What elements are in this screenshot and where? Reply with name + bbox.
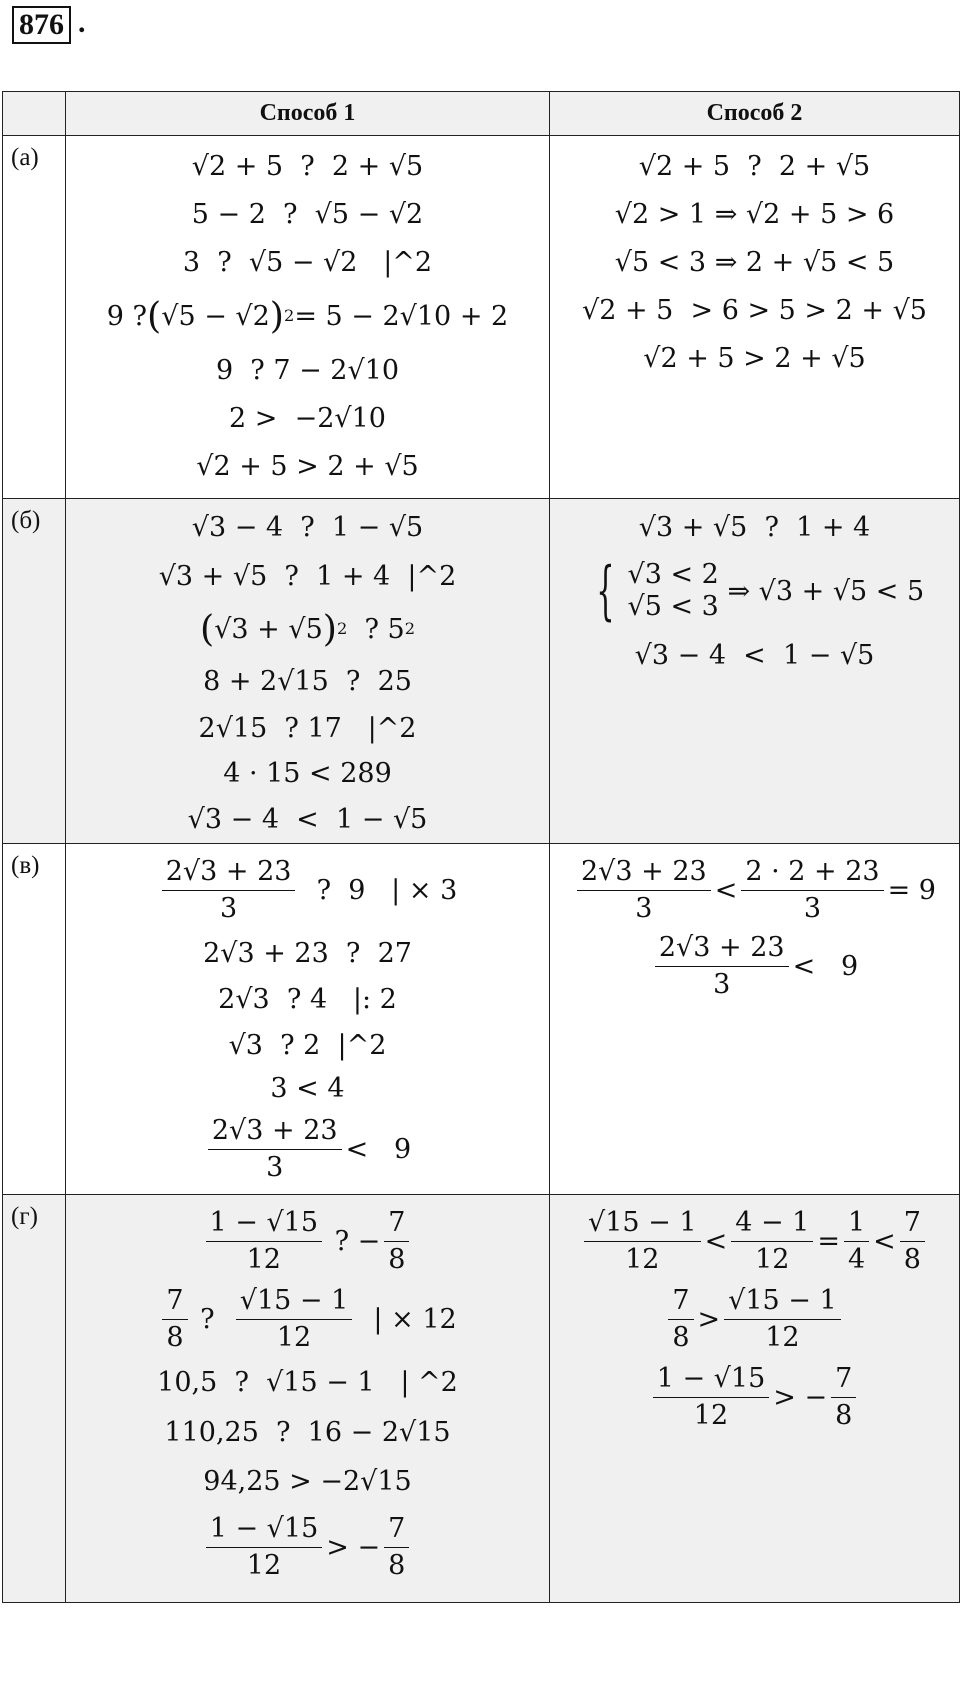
row-b-method2: √3 + √5 ? 1 + 4 { √3 < 2 √5 < 3 ⇒ √3 + √5 < 5 √3 − 4 < 1 − √5: [550, 499, 960, 844]
row-v-method2: 2√3 + 23 3 < 2 · 2 + 23 3 = 9 2√3 + 23 3 < 9: [550, 844, 960, 1195]
solution-table: [2, 91, 960, 1603]
problem-number: 876: [12, 6, 71, 44]
row-b: [3, 499, 960, 844]
row-g: [3, 1195, 960, 1603]
row-label-b: (б): [3, 499, 66, 844]
row-b-method1: √3 − 4 ? 1 − √5 √3 + √5 ? 1 + 4 |^2 ( √3 + √5 ) 2 ? 5 2 8 + 2√15 ? 25 2√15 ? 17 |^2 4 · 15 < 289 √3 − 4 < 1 − √5: [66, 499, 550, 844]
row-a-method2: √2 + 5 ? 2 + √5 √2 > 1 ⇒ √2 + 5 > 6 √5 < 3 ⇒ 2 + √5 < 5 √2 + 5 > 6 > 5 > 2 + √5 √2 + 5 > 2 + √5: [550, 136, 960, 499]
row-a-method1: √2 + 5 ? 2 + √5 5 − 2 ? √5 − √2 3 ? √5 − √2 |^2 9 ? ( √5 − √2 ) 2 = 5 − 2√10 + 2 9 ? 7 − 2√10 2 > −2√10 √2 + 5 > 2 + √5: [66, 136, 550, 499]
method1-header: Способ 1: [66, 92, 550, 136]
problem-number-dot: .: [78, 6, 86, 39]
method2-header: Способ 2: [550, 92, 960, 136]
row-label-g: (г): [3, 1195, 66, 1603]
header-row: [3, 92, 960, 136]
empty-header: [3, 92, 66, 136]
row-label-v: (в): [3, 844, 66, 1195]
row-a: [3, 136, 960, 499]
row-g-method1: 1 − √15 12 ? − 7 8 7 8 ? √15 − 1 12 | × 12 10,5 ? √15 − 1 | ^2 110,25 ? 16 − 2√15 94,25 > −2√15 1 − √15 12 > − 7 8: [66, 1195, 550, 1603]
row-v: [3, 844, 960, 1195]
row-g-method2: √15 − 1 12 < 4 − 1 12 = 1 4 < 7 8 7 8 > √15 − 1 12 1 − √15 12 > − 7 8: [550, 1195, 960, 1603]
row-v-method1: 2√3 + 23 3 ? 9 | × 3 2√3 + 23 ? 27 2√3 ? 4 |: 2 √3 ? 2 |^2 3 < 4 2√3 + 23 3 < 9: [66, 844, 550, 1195]
row-label-a: (а): [3, 136, 66, 499]
